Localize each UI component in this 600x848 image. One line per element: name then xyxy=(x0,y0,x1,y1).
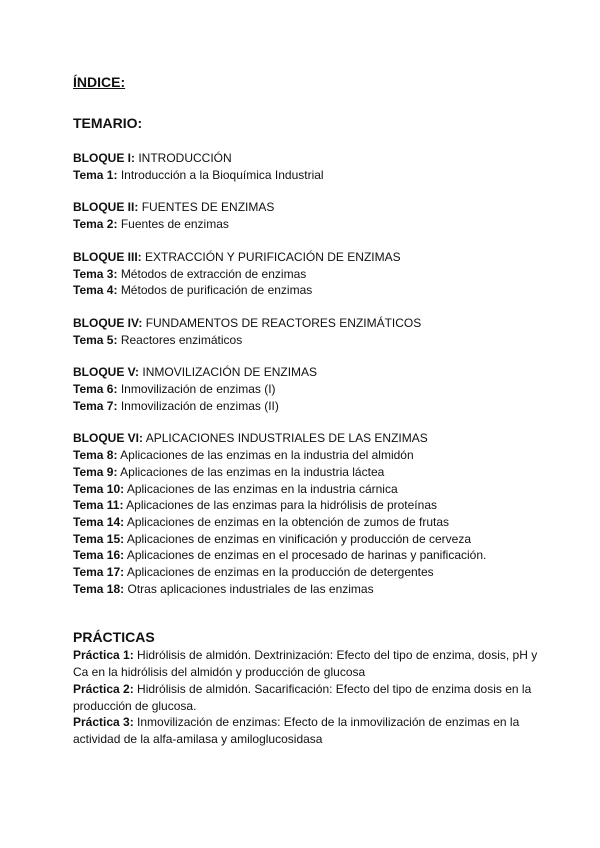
bloque-title: EXTRACCIÓN Y PURIFICACIÓN DE ENZIMAS xyxy=(145,249,401,264)
tema-label: Tema 17: xyxy=(73,565,125,580)
tema-title: Inmovilización de enzimas (I) xyxy=(120,382,276,397)
tema-label: Tema 3: xyxy=(73,266,118,281)
tema-item xyxy=(73,282,543,299)
tema-item xyxy=(73,464,543,481)
tema-title: Métodos de purificación de enzimas xyxy=(120,283,313,298)
bloque-section xyxy=(73,150,543,183)
tema-title: Métodos de extracción de enzimas xyxy=(120,266,307,281)
tema-label: Tema 14: xyxy=(73,514,125,529)
practica-item xyxy=(73,681,543,714)
tema-label: Tema 15: xyxy=(73,531,125,546)
tema-label: Tema 7: xyxy=(73,398,118,413)
bloque-title: INTRODUCCIÓN xyxy=(138,151,232,165)
tema-title: Aplicaciones de las enzimas en la industria del almidón xyxy=(120,448,414,463)
bloque-title: FUNDAMENTOS DE REACTORES ENZIMÁTICOS xyxy=(145,315,422,330)
practica-text: Hidrólisis de almidón. Sacarificación: Efecto del tipo de enzima dosis en la producción de glucosa. xyxy=(73,681,532,713)
practica-label: Práctica 1: xyxy=(73,648,134,663)
bloque-section xyxy=(73,364,543,414)
tema-label: Tema 4: xyxy=(73,283,118,298)
tema-title: Otras aplicaciones industriales de las enzimas xyxy=(127,581,374,596)
tema-label: Tema 1: xyxy=(73,167,118,182)
bloque-label: BLOQUE V: xyxy=(73,365,140,380)
tema-item xyxy=(73,481,543,498)
tema-title: Fuentes de enzimas xyxy=(120,217,229,232)
indice-heading: ÍNDICE: xyxy=(73,74,126,90)
tema-title: Aplicaciones de enzimas en la obtención de zumos de frutas xyxy=(126,514,450,529)
tema-item xyxy=(73,447,543,464)
tema-item xyxy=(73,581,543,598)
practica-text: Inmovilización de enzimas: Efecto de la inmovilización de enzimas en la actividad de la alfa-amilasa y amiloglucosidasa xyxy=(73,715,520,746)
tema-item xyxy=(73,216,543,233)
bloque-heading xyxy=(73,199,543,216)
tema-title: Aplicaciones de las enzimas en la industria cárnica xyxy=(126,481,398,496)
tema-title: Aplicaciones de enzimas en el procesado de harinas y panificación. xyxy=(126,548,487,563)
tema-item xyxy=(73,564,543,581)
temario-heading: TEMARIO: xyxy=(73,115,143,131)
bloque-label: BLOQUE IV: xyxy=(73,315,143,330)
tema-label: Tema 6: xyxy=(73,382,118,397)
bloque-title: APLICACIONES INDUSTRIALES DE LAS ENZIMAS xyxy=(145,431,428,446)
bloque-heading xyxy=(73,315,543,332)
practica-item xyxy=(73,714,543,747)
tema-title: Inmovilización de enzimas (II) xyxy=(120,398,279,413)
tema-item xyxy=(73,398,543,415)
practica-label: Práctica 3: xyxy=(73,715,134,730)
tema-title: Aplicaciones de enzimas en vinificación y producción de cerveza xyxy=(126,531,471,546)
bloque-title: FUENTES DE ENZIMAS xyxy=(141,200,275,215)
bloque-label: BLOQUE III: xyxy=(73,249,142,264)
bloque-title: INMOVILIZACIÓN DE ENZIMAS xyxy=(142,365,318,380)
practicas-heading: PRÁCTICAS xyxy=(73,629,155,646)
tema-label: Tema 8: xyxy=(73,448,118,463)
tema-item xyxy=(73,514,543,531)
tema-label: Tema 16: xyxy=(73,548,125,563)
tema-item xyxy=(73,381,543,398)
tema-label: Tema 2: xyxy=(73,217,118,232)
bloque-heading xyxy=(73,249,543,266)
tema-title: Introducción a la Bioquímica Industrial xyxy=(120,167,324,182)
tema-label: Tema 18: xyxy=(73,581,125,596)
tema-item xyxy=(73,167,543,184)
bloque-label: BLOQUE II: xyxy=(73,200,139,215)
bloques-list xyxy=(73,150,543,597)
bloque-heading xyxy=(73,364,543,381)
tema-item xyxy=(73,332,543,349)
tema-title: Aplicaciones de las enzimas para la hidrólisis de proteínas xyxy=(126,498,437,513)
tema-title: Aplicaciones de las enzimas en la industria láctea xyxy=(120,464,385,479)
bloque-section xyxy=(73,315,543,348)
bloque-heading xyxy=(73,150,543,167)
tema-item xyxy=(73,266,543,283)
tema-label: Tema 11: xyxy=(73,498,124,513)
tema-item xyxy=(73,531,543,548)
bloque-heading xyxy=(73,430,543,447)
bloque-label: BLOQUE VI: xyxy=(73,431,144,446)
tema-title: Reactores enzimáticos xyxy=(120,332,243,347)
bloque-section xyxy=(73,249,543,299)
practica-label: Práctica 2: xyxy=(73,681,134,696)
tema-label: Tema 10: xyxy=(73,481,125,496)
tema-item xyxy=(73,547,543,564)
document-page xyxy=(73,74,543,748)
bloque-section xyxy=(73,199,543,232)
tema-item xyxy=(73,497,543,514)
bloque-label: BLOQUE I: xyxy=(73,151,135,165)
tema-label: Tema 9: xyxy=(73,464,118,479)
practica-text: Hidrólisis de almidón. Dextrinización: Efecto del tipo de enzima, dosis, pH y Ca en la hidrólisis del almidón y producción de glucosa xyxy=(73,648,538,680)
practica-item xyxy=(73,647,543,680)
practicas-list xyxy=(73,647,543,747)
bloque-section xyxy=(73,430,543,597)
tema-title: Aplicaciones de enzimas en la producción de detergentes xyxy=(126,565,434,580)
tema-label: Tema 5: xyxy=(73,332,118,347)
